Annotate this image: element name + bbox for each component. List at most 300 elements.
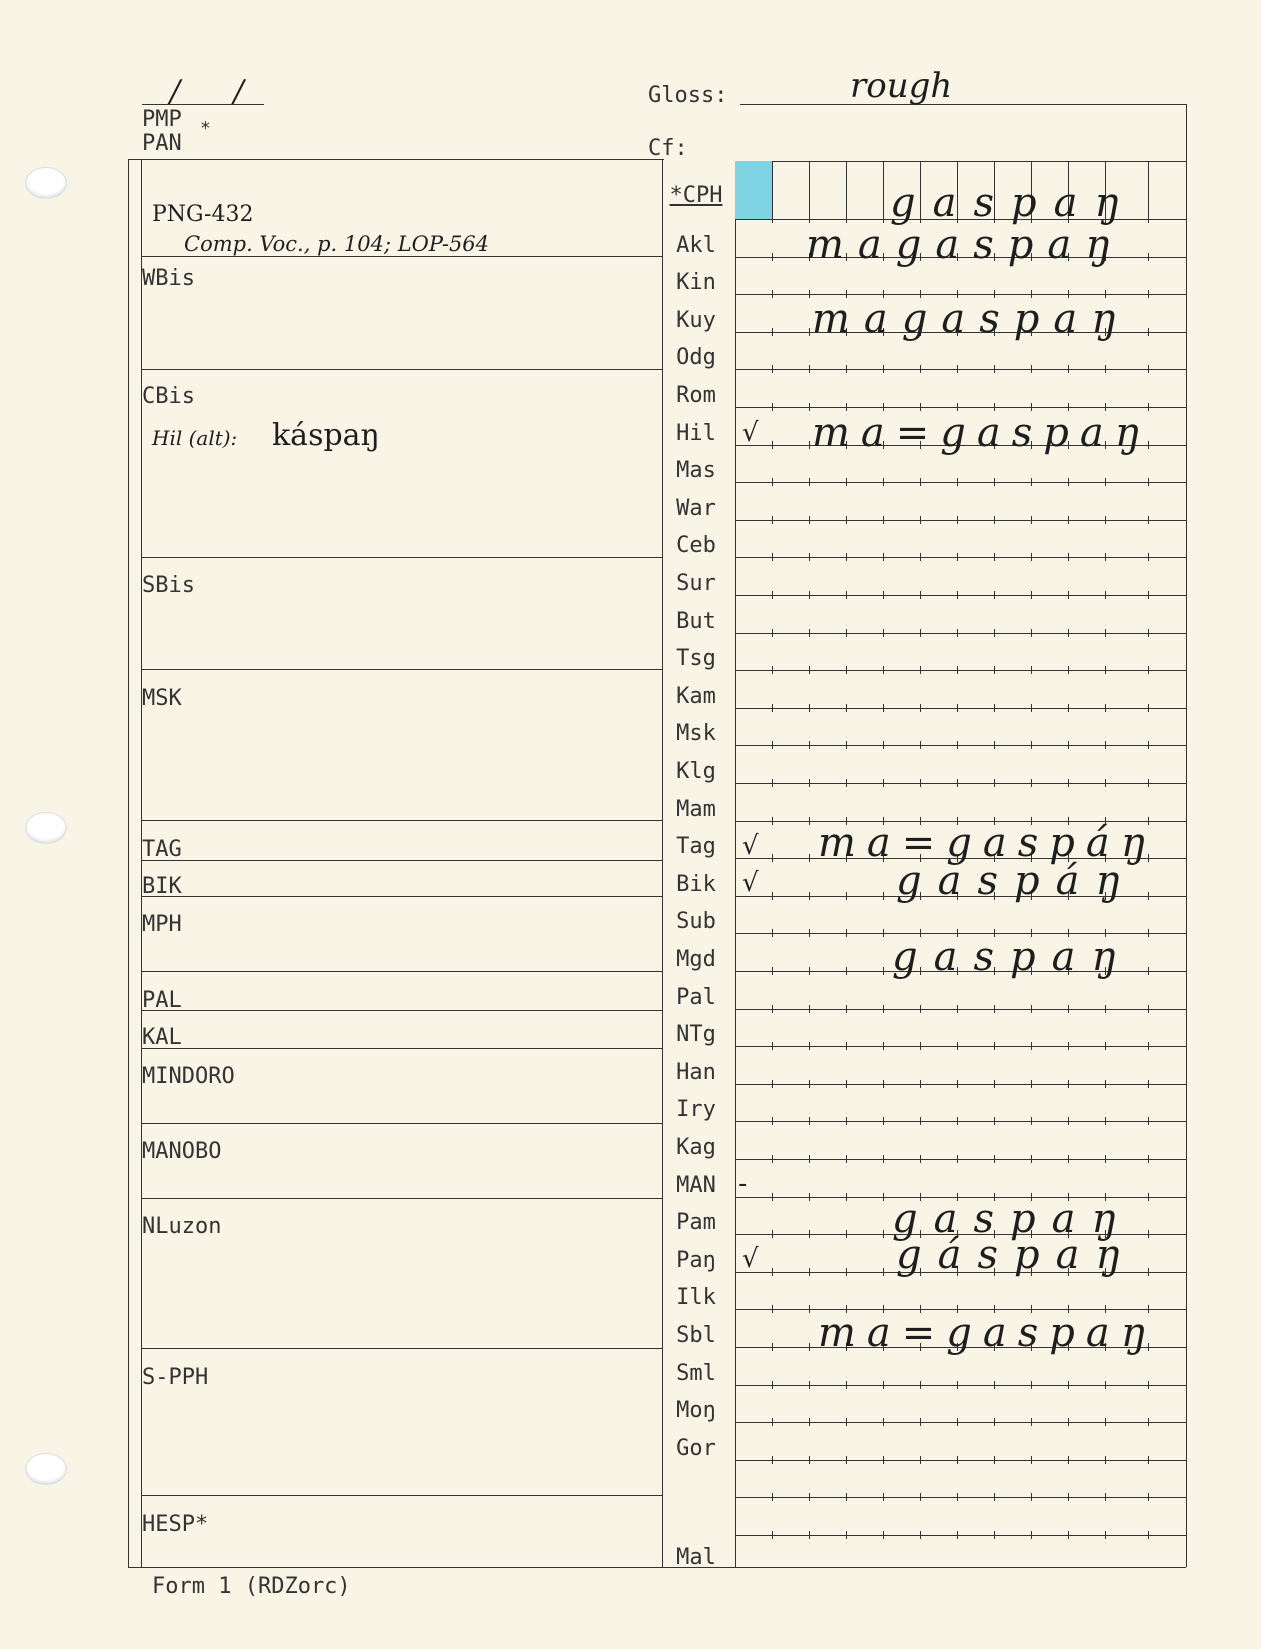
row-tick <box>957 666 958 674</box>
row-tick <box>920 516 921 524</box>
row-tick <box>772 365 773 373</box>
frame-left-inner <box>141 159 142 1567</box>
binder-hole-middle <box>26 813 66 843</box>
row-tick <box>1148 1155 1149 1163</box>
row-tick <box>809 1343 810 1351</box>
row-tick <box>846 1193 847 1201</box>
language-row-line <box>735 1422 1186 1423</box>
row-tick <box>772 666 773 674</box>
row-tick <box>772 817 773 825</box>
row-tick <box>883 1193 884 1201</box>
row-tick <box>883 1005 884 1013</box>
lang-kin: Kin <box>676 270 716 295</box>
row-tick <box>994 1418 995 1426</box>
lang-bik: Bik <box>676 872 716 897</box>
row-tick <box>1068 666 1069 674</box>
row-tick <box>1105 779 1106 787</box>
row-tick <box>772 1268 773 1276</box>
frame-lang-divider <box>735 161 736 1567</box>
language-row-line <box>735 1497 1186 1498</box>
row-tick <box>772 1080 773 1088</box>
row-tick <box>809 1155 810 1163</box>
row-tick <box>1031 1493 1032 1501</box>
pan-label: PAN <box>142 131 182 156</box>
row-tick <box>1031 704 1032 712</box>
row-tick <box>1148 1042 1149 1050</box>
row-tick <box>846 892 847 900</box>
row-tick <box>957 1381 958 1389</box>
section-divider <box>141 1348 662 1349</box>
row-tick <box>772 629 773 637</box>
row-tick <box>920 629 921 637</box>
row-tick <box>994 666 995 674</box>
row-tick <box>772 779 773 787</box>
row-tick <box>846 478 847 486</box>
lang-man: MAN <box>676 1173 716 1198</box>
frame-left-outer <box>128 159 129 1567</box>
cph-cell-divider <box>772 161 773 219</box>
entry-tag: ma=gaspáŋ <box>818 820 1158 866</box>
section-label-tag: TAG <box>142 837 182 862</box>
row-tick <box>1031 1080 1032 1088</box>
lang-war: War <box>676 496 716 521</box>
section-divider <box>141 1495 662 1496</box>
language-row-line <box>735 1046 1186 1047</box>
row-tick <box>957 1531 958 1539</box>
language-row-line <box>735 783 1186 784</box>
row-tick <box>1031 1117 1032 1125</box>
language-row-line <box>735 557 1186 558</box>
row-tick <box>1068 1381 1069 1389</box>
section-label-manobo: MANOBO <box>142 1139 222 1164</box>
row-tick <box>846 629 847 637</box>
row-tick <box>883 741 884 749</box>
row-tick <box>772 253 773 261</box>
entry-akl: magaspaŋ <box>806 222 1125 268</box>
lang-but: But <box>676 609 716 634</box>
lang-kam: Kam <box>676 684 716 709</box>
row-tick <box>883 516 884 524</box>
lang-sbl: Sbl <box>676 1323 716 1348</box>
lang-sml: Sml <box>676 1361 716 1386</box>
row-tick <box>772 1005 773 1013</box>
section-divider <box>141 1198 662 1199</box>
row-tick <box>772 1155 773 1163</box>
row-tick <box>957 1005 958 1013</box>
row-tick <box>1148 1381 1149 1389</box>
row-tick <box>772 704 773 712</box>
row-tick <box>1031 1418 1032 1426</box>
row-tick <box>994 1117 995 1125</box>
row-tick <box>1148 741 1149 749</box>
language-row-line <box>735 745 1186 746</box>
row-tick <box>809 817 810 825</box>
row-tick <box>883 478 884 486</box>
row-tick <box>772 967 773 975</box>
row-tick <box>1068 1456 1069 1464</box>
row-tick <box>1105 1493 1106 1501</box>
binder-hole-top <box>26 168 66 198</box>
row-tick <box>772 1343 773 1351</box>
row-tick <box>772 892 773 900</box>
row-tick <box>846 1493 847 1501</box>
row-tick <box>1148 478 1149 486</box>
row-tick <box>920 1381 921 1389</box>
entry-pam: gaspaŋ <box>892 1196 1134 1242</box>
reference-line2: Comp. Voc., p. 104; LOP-564 <box>184 232 490 256</box>
section-divider <box>141 369 662 370</box>
row-tick <box>994 516 995 524</box>
row-tick <box>1148 1531 1149 1539</box>
lang-tag: Tag <box>676 834 716 859</box>
row-tick <box>957 1117 958 1125</box>
check-mark-bik: √ <box>742 868 759 898</box>
row-tick <box>1105 365 1106 373</box>
row-tick <box>957 629 958 637</box>
row-tick <box>994 553 995 561</box>
section-divider <box>141 896 662 897</box>
check-mark-tag: √ <box>742 831 759 861</box>
entry-sbl: ma=gaspaŋ <box>818 1310 1158 1356</box>
row-tick <box>809 591 810 599</box>
section-divider <box>141 820 662 821</box>
gloss-label: Gloss: <box>648 83 728 108</box>
row-tick <box>846 1230 847 1238</box>
row-tick <box>883 1268 884 1276</box>
row-tick <box>1031 1531 1032 1539</box>
row-tick <box>846 1456 847 1464</box>
lang-klg: Klg <box>676 759 716 784</box>
check-mark-pang: √ <box>742 1244 759 1274</box>
row-tick <box>846 704 847 712</box>
row-tick <box>809 704 810 712</box>
row-tick <box>809 967 810 975</box>
row-tick <box>994 1080 995 1088</box>
row-tick <box>1068 741 1069 749</box>
section-label-nluzon: NLuzon <box>142 1214 222 1239</box>
cph-cell-divider <box>1148 161 1149 219</box>
row-tick <box>1068 1042 1069 1050</box>
section-divider <box>141 669 662 670</box>
row-tick <box>883 553 884 561</box>
frame-top-left <box>128 159 664 160</box>
row-tick <box>809 1305 810 1313</box>
row-tick <box>1105 1080 1106 1088</box>
row-tick <box>883 1155 884 1163</box>
row-tick <box>1031 1005 1032 1013</box>
lang-mong: Moŋ <box>676 1398 716 1423</box>
row-tick <box>809 929 810 937</box>
row-tick <box>920 365 921 373</box>
row-tick <box>957 1418 958 1426</box>
row-tick <box>883 1493 884 1501</box>
row-tick <box>809 365 810 373</box>
row-tick <box>809 1493 810 1501</box>
lang-mgd: Mgd <box>676 947 716 972</box>
lang-mas: Mas <box>676 458 716 483</box>
row-tick <box>994 1531 995 1539</box>
section-divider <box>141 1010 662 1011</box>
date-marks: / / <box>170 74 266 109</box>
row-tick <box>772 741 773 749</box>
row-tick <box>809 328 810 336</box>
row-tick <box>1148 1080 1149 1088</box>
row-tick <box>1068 1117 1069 1125</box>
row-tick <box>883 591 884 599</box>
row-tick <box>883 892 884 900</box>
lang-han: Han <box>676 1060 716 1085</box>
row-tick <box>1148 1268 1149 1276</box>
row-tick <box>846 591 847 599</box>
row-tick <box>772 553 773 561</box>
row-tick <box>809 1381 810 1389</box>
frame-middle <box>662 159 663 1567</box>
lang-odg: Odg <box>676 345 716 370</box>
row-tick <box>1148 1117 1149 1125</box>
row-tick <box>957 1080 958 1088</box>
row-tick <box>920 704 921 712</box>
language-row-line <box>735 670 1186 671</box>
row-tick <box>994 478 995 486</box>
row-tick <box>1105 1005 1106 1013</box>
row-tick <box>846 929 847 937</box>
lang-pang: Paŋ <box>676 1248 716 1273</box>
row-tick <box>809 478 810 486</box>
row-tick <box>809 1193 810 1201</box>
row-tick <box>1148 929 1149 937</box>
row-tick <box>957 704 958 712</box>
section-label-hesp: HESP* <box>142 1512 209 1537</box>
row-tick <box>994 1042 995 1050</box>
lang-tsg: Tsg <box>676 646 716 671</box>
lang-pam: Pam <box>676 1210 716 1235</box>
row-tick <box>1068 1531 1069 1539</box>
lang-ceb: Ceb <box>676 533 716 558</box>
section-label-s-pph: S-PPH <box>142 1365 209 1390</box>
row-tick <box>883 1080 884 1088</box>
section-label-sbis: SBis <box>142 573 195 598</box>
row-tick <box>772 1042 773 1050</box>
lang-kuy: Kuy <box>676 308 716 333</box>
lang-pal: Pal <box>676 985 716 1010</box>
reference-line1: PNG-432 <box>152 202 254 227</box>
row-tick <box>957 591 958 599</box>
row-tick <box>772 290 773 298</box>
row-tick <box>920 1005 921 1013</box>
row-tick <box>1148 1230 1149 1238</box>
row-tick <box>809 403 810 411</box>
row-tick <box>1148 666 1149 674</box>
row-tick <box>957 365 958 373</box>
row-tick <box>920 741 921 749</box>
row-tick <box>994 1493 995 1501</box>
entry-hil: ma=gaspaŋ <box>812 410 1152 456</box>
row-tick <box>994 741 995 749</box>
row-tick <box>772 929 773 937</box>
row-tick <box>846 1042 847 1050</box>
row-tick <box>809 1531 810 1539</box>
cbis-note-form: káspaŋ <box>272 418 380 453</box>
row-tick <box>809 854 810 862</box>
row-tick <box>883 666 884 674</box>
row-tick <box>1068 779 1069 787</box>
row-tick <box>1068 516 1069 524</box>
section-label-mph: MPH <box>142 912 182 937</box>
row-tick <box>957 553 958 561</box>
row-tick <box>1105 704 1106 712</box>
entry-cph: gaspaŋ <box>890 180 1138 226</box>
frame-bottom <box>128 1567 1186 1568</box>
row-tick <box>846 553 847 561</box>
section-label-cbis: CBis <box>142 384 195 409</box>
row-tick <box>809 779 810 787</box>
entry-bik: gaspáŋ <box>896 858 1138 904</box>
row-tick <box>920 591 921 599</box>
row-tick <box>883 929 884 937</box>
row-tick <box>809 741 810 749</box>
row-tick <box>1148 704 1149 712</box>
row-tick <box>772 1456 773 1464</box>
lang-sub: Sub <box>676 909 716 934</box>
row-tick <box>1148 591 1149 599</box>
row-tick <box>883 779 884 787</box>
language-row-line <box>735 595 1186 596</box>
check-mark-hil: √ <box>742 418 759 448</box>
row-tick <box>809 1005 810 1013</box>
cbis-note-label: Hil (alt): <box>152 426 238 450</box>
row-tick <box>883 704 884 712</box>
section-label-wbis: WBis <box>142 266 195 291</box>
form-footer: Form 1 (RDZorc) <box>152 1574 351 1599</box>
row-tick <box>772 1493 773 1501</box>
row-tick <box>920 1418 921 1426</box>
row-tick <box>1031 478 1032 486</box>
row-tick <box>1148 328 1149 336</box>
row-tick <box>1148 1005 1149 1013</box>
row-tick <box>920 553 921 561</box>
row-tick <box>1105 629 1106 637</box>
row-tick <box>1031 591 1032 599</box>
row-tick <box>1105 1456 1106 1464</box>
row-tick <box>920 1080 921 1088</box>
row-tick <box>1068 1418 1069 1426</box>
row-tick <box>883 1381 884 1389</box>
entry-mgd: gaspaŋ <box>892 934 1134 980</box>
row-tick <box>846 1005 847 1013</box>
row-tick <box>846 666 847 674</box>
section-label-bik: BIK <box>142 874 182 899</box>
section-label-msk: MSK <box>142 686 182 711</box>
row-tick <box>846 1418 847 1426</box>
row-tick <box>994 1155 995 1163</box>
row-tick <box>1031 741 1032 749</box>
row-tick <box>883 629 884 637</box>
gloss-value: rough <box>850 66 953 106</box>
row-tick <box>883 1531 884 1539</box>
row-tick <box>1068 553 1069 561</box>
row-tick <box>1031 779 1032 787</box>
row-tick <box>809 666 810 674</box>
section-divider <box>141 1048 662 1049</box>
section-label-mindoro: MINDORO <box>142 1064 235 1089</box>
row-tick <box>1148 779 1149 787</box>
row-tick <box>1068 478 1069 486</box>
row-tick <box>772 215 773 223</box>
row-tick <box>1148 1493 1149 1501</box>
language-row-line <box>735 520 1186 521</box>
lang-iry: Iry <box>676 1097 716 1122</box>
row-tick <box>809 629 810 637</box>
section-divider <box>141 256 662 257</box>
row-tick <box>883 1042 884 1050</box>
row-tick <box>1148 967 1149 975</box>
row-tick <box>809 1418 810 1426</box>
lang-kag: Kag <box>676 1135 716 1160</box>
row-tick <box>1148 253 1149 261</box>
row-tick <box>957 1155 958 1163</box>
row-tick <box>920 1456 921 1464</box>
row-tick <box>1031 1381 1032 1389</box>
row-tick <box>1148 1193 1149 1201</box>
row-tick <box>1148 629 1149 637</box>
section-divider <box>141 971 662 972</box>
language-row-line <box>735 1121 1186 1122</box>
row-tick <box>920 1042 921 1050</box>
row-tick <box>1068 629 1069 637</box>
pmp-label: PMP <box>142 107 182 132</box>
row-tick <box>809 441 810 449</box>
lang-hil: Hil <box>676 421 716 446</box>
row-tick <box>883 1117 884 1125</box>
row-tick <box>809 1230 810 1238</box>
row-tick <box>846 1268 847 1276</box>
row-tick <box>957 1456 958 1464</box>
row-tick <box>920 1155 921 1163</box>
row-tick <box>1068 591 1069 599</box>
lang-msk: Msk <box>676 721 716 746</box>
row-tick <box>846 779 847 787</box>
section-divider <box>141 1123 662 1124</box>
row-tick <box>1068 1493 1069 1501</box>
row-tick <box>1148 215 1149 223</box>
cf-label: Cf: <box>648 136 688 161</box>
row-tick <box>772 1381 773 1389</box>
entry-pang: gáspaŋ <box>896 1232 1138 1278</box>
lang-cph: *CPH <box>669 183 723 208</box>
lang-akl: Akl <box>676 233 716 258</box>
entry-kuy: magaspaŋ <box>812 296 1131 342</box>
row-tick <box>920 478 921 486</box>
row-tick <box>1105 741 1106 749</box>
row-tick <box>772 478 773 486</box>
row-tick <box>846 1117 847 1125</box>
row-tick <box>846 1531 847 1539</box>
row-tick <box>809 1042 810 1050</box>
row-tick <box>883 365 884 373</box>
row-tick <box>772 1193 773 1201</box>
row-tick <box>920 1117 921 1125</box>
row-tick <box>1031 1042 1032 1050</box>
row-tick <box>772 1305 773 1313</box>
row-tick <box>809 1456 810 1464</box>
row-tick <box>1105 591 1106 599</box>
cph-cell-divider <box>883 161 884 219</box>
row-tick <box>1031 666 1032 674</box>
row-tick <box>1105 553 1106 561</box>
row-tick <box>1031 629 1032 637</box>
row-tick <box>920 1531 921 1539</box>
row-tick <box>1148 1418 1149 1426</box>
